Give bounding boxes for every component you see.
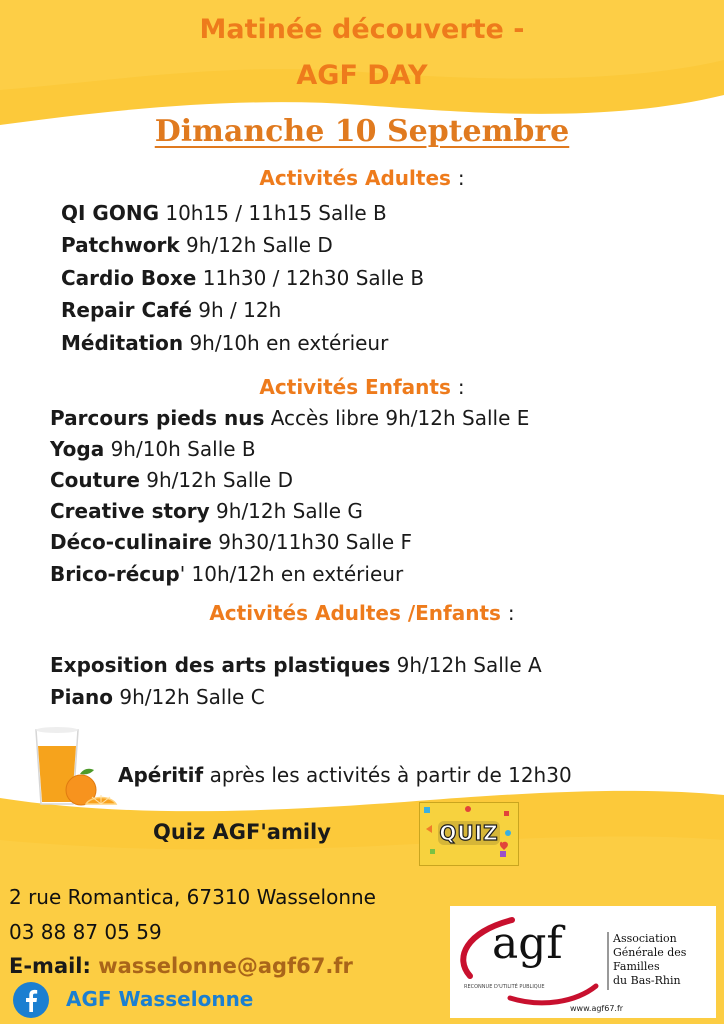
activity-name: Méditation — [61, 331, 184, 355]
activity-detail: 9h/12h Salle G — [216, 499, 363, 523]
activity-name: Piano — [50, 685, 113, 709]
activity-name: Patchwork — [61, 233, 180, 257]
contact-phone: 03 88 87 05 59 — [9, 920, 162, 944]
activity-detail: 11h30 / 12h30 Salle B — [202, 266, 425, 290]
activity-adultes-3 — [61, 298, 281, 322]
activity-adultes-0 — [61, 201, 387, 225]
activity-enfants-2 — [50, 468, 293, 492]
agf-logo-line-4: du Bas-Rhin — [613, 974, 681, 987]
activity-name: Déco-culinaire — [50, 530, 212, 554]
contact-email-line — [9, 954, 353, 978]
section-heading-enfants-text: Activités Enfants — [259, 375, 451, 399]
section-heading-mixte-colon: : — [507, 601, 515, 625]
activity-adultes-1 — [61, 233, 333, 257]
activity-detail: 9h / 12h — [198, 298, 282, 322]
activity-enfants-1 — [50, 437, 256, 461]
agf-logo-text — [613, 932, 686, 988]
email-label: E-mail: — [9, 954, 91, 978]
section-heading-mixte — [0, 601, 724, 625]
agf-logo-brand: agf — [492, 918, 563, 969]
activity-name: Yoga — [50, 437, 105, 461]
title-line-2: AGF DAY — [296, 60, 428, 91]
activity-name: Exposition des arts plastiques — [50, 653, 391, 677]
activity-detail: 9h/10h Salle B — [110, 437, 256, 461]
quiz-label: Quiz AGF'amily — [153, 820, 331, 844]
facebook-page-link[interactable]: AGF Wasselonne — [66, 987, 254, 1011]
activity-detail: 9h/12h Salle A — [396, 653, 542, 677]
activity-name: Cardio Boxe — [61, 266, 197, 290]
activity-name: Repair Café — [61, 298, 192, 322]
activity-adultes-2 — [61, 266, 424, 290]
title-line-1: Matinée découverte - — [199, 14, 525, 45]
activity-name: Creative story — [50, 499, 210, 523]
activity-mixte-0 — [50, 653, 542, 677]
email-link[interactable]: wasselonne@agf67.fr — [98, 954, 353, 978]
activity-name: QI GONG — [61, 201, 159, 225]
activity-detail: 9h/10h en extérieur — [189, 331, 389, 355]
section-heading-adultes-colon: : — [457, 166, 465, 190]
activity-detail: 10h15 / 11h15 Salle B — [165, 201, 387, 225]
section-heading-enfants — [0, 375, 724, 399]
agf-logo-line-3: Familles — [613, 960, 660, 973]
agf-logo-tagline: RECONNUE D'UTILITÉ PUBLIQUE — [464, 984, 545, 990]
orange-juice-icon — [26, 724, 118, 810]
agf-logo-url[interactable]: www.agf67.fr — [570, 1004, 624, 1013]
activity-enfants-4 — [50, 530, 412, 554]
agf-logo — [450, 906, 716, 1018]
section-heading-mixte-text: Activités Adultes /Enfants — [209, 601, 501, 625]
activity-enfants-0 — [50, 406, 529, 430]
section-heading-adultes-text: Activités Adultes — [259, 166, 451, 190]
aperitif-detail: après les activités à partir de 12h30 — [209, 763, 572, 787]
activity-name: Couture — [50, 468, 140, 492]
activity-name: Brico-récup — [50, 562, 180, 586]
activity-adultes-4 — [61, 331, 388, 355]
activity-mixte-1 — [50, 685, 265, 709]
activity-detail: 9h/12h Salle C — [119, 685, 265, 709]
aperitif-name: Apéritif — [118, 763, 204, 787]
aperitif-line — [118, 763, 572, 787]
activity-name: Parcours pieds nus — [50, 406, 265, 430]
activity-detail: 9h/12h Salle D — [186, 233, 333, 257]
quiz-badge — [419, 802, 519, 866]
activity-detail: ' 10h/12h en extérieur — [179, 562, 404, 586]
activity-detail: Accès libre 9h/12h Salle E — [270, 406, 530, 430]
activity-detail: 9h30/11h30 Salle F — [218, 530, 412, 554]
event-date: Dimanche 10 Septembre — [154, 114, 570, 149]
agf-logo-line-2: Générale des — [613, 946, 687, 959]
activity-detail: 9h/12h Salle D — [146, 468, 293, 492]
contact-address: 2 rue Romantica, 67310 Wasselonne — [9, 885, 376, 909]
agf-logo-line-1: Association — [613, 932, 677, 945]
section-heading-adultes — [0, 166, 724, 190]
facebook-icon[interactable] — [12, 981, 50, 1019]
section-heading-enfants-colon: : — [457, 375, 465, 399]
quiz-badge-text: QUIZ — [439, 821, 499, 845]
activity-enfants-3 — [50, 499, 363, 523]
activity-enfants-5 — [50, 562, 403, 586]
